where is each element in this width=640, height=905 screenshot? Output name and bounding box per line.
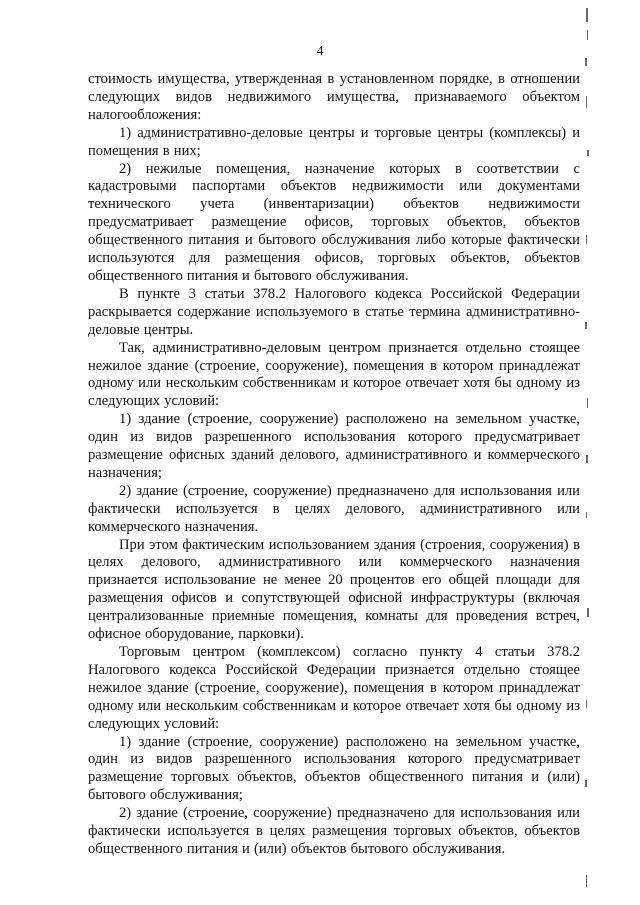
scan-margin-artifacts bbox=[582, 0, 592, 905]
paragraph-3: 2) нежилые помещения, назначение которых в соответствии с кадастровыми паспортами объектов недвижимости или документами технического учета (инвентаризации) объектов недвижимости предусматривает размещение офисов, торговых объектов, объектов общественного питания и бытового обслуживания либо которые фактически используются для размещения офисов, торговых объектов, объектов общественного питания и бытового обслуживания. bbox=[88, 160, 580, 284]
paragraph-2: 1) административно-деловые центры и торговые центры (комплексы) и помещения в них; bbox=[88, 124, 580, 159]
paragraph-5: Так, административно-деловым центром признается отдельно стоящее нежилое здание (строение, сооружение), помещения в котором принадлежат одному или нескольким собственникам и которое отвечает хотя бы одному из следующих условий: bbox=[88, 339, 580, 410]
paragraph-11: 2) здание (строение, сооружение) предназначено для использования или фактически используется в целях размещения торговых объектов, объектов общественного питания и (или) объектов бытового обслуживания. bbox=[88, 805, 580, 857]
page-number: 4 bbox=[316, 44, 324, 59]
paragraph-7: 2) здание (строение, сооружение) предназначено для использования или фактически используется в целях делового, административного или коммерческого назначения. bbox=[88, 482, 580, 535]
document-body bbox=[88, 71, 580, 859]
paragraph-4: В пункте 3 статьи 378.2 Налогового кодекса Российской Федерации раскрывается содержание используемого в статье термина административно-деловые центры. bbox=[88, 285, 580, 338]
paragraph-9: Торговым центром (комплексом) согласно пункту 4 статьи 378.2 Налогового кодекса Российской Федерации признается отдельно стоящее нежилое здание (строение, сооружение), помещения в котором принадлежат одному или нескольким собственникам и которое отвечает хотя бы одному из следующих условий: bbox=[88, 644, 580, 732]
paragraph-8: При этом фактическим использованием здания (строения, сооружения) в целях делового, административного или коммерческого назначения признается использование не менее 20 процентов его общей площади для размещения офисов и сопутствующей офисной инфраструктуры (включая централизованные приемные помещения, комнаты для проведения встреч, офисное оборудование, парковки). bbox=[88, 536, 580, 643]
paragraph-6: 1) здание (строение, сооружение) расположено на земельном участке, один из видов разрешенного использования которого предусматривает размещение офисных зданий делового, административного и коммерческого назначения; bbox=[88, 411, 580, 481]
paragraph-1: стоимость имущества, утвержденная в установленном порядке, в отношении следующих видов недвижимого имущества, признаваемого объектом налогообложения: bbox=[88, 71, 580, 123]
paragraph-10: 1) здание (строение, сооружение) расположено на земельном участке, один из видов разрешенного использования которого предусматривает размещение торговых объектов, объектов общественного питания и (или) бытового обслуживания; bbox=[88, 733, 580, 804]
